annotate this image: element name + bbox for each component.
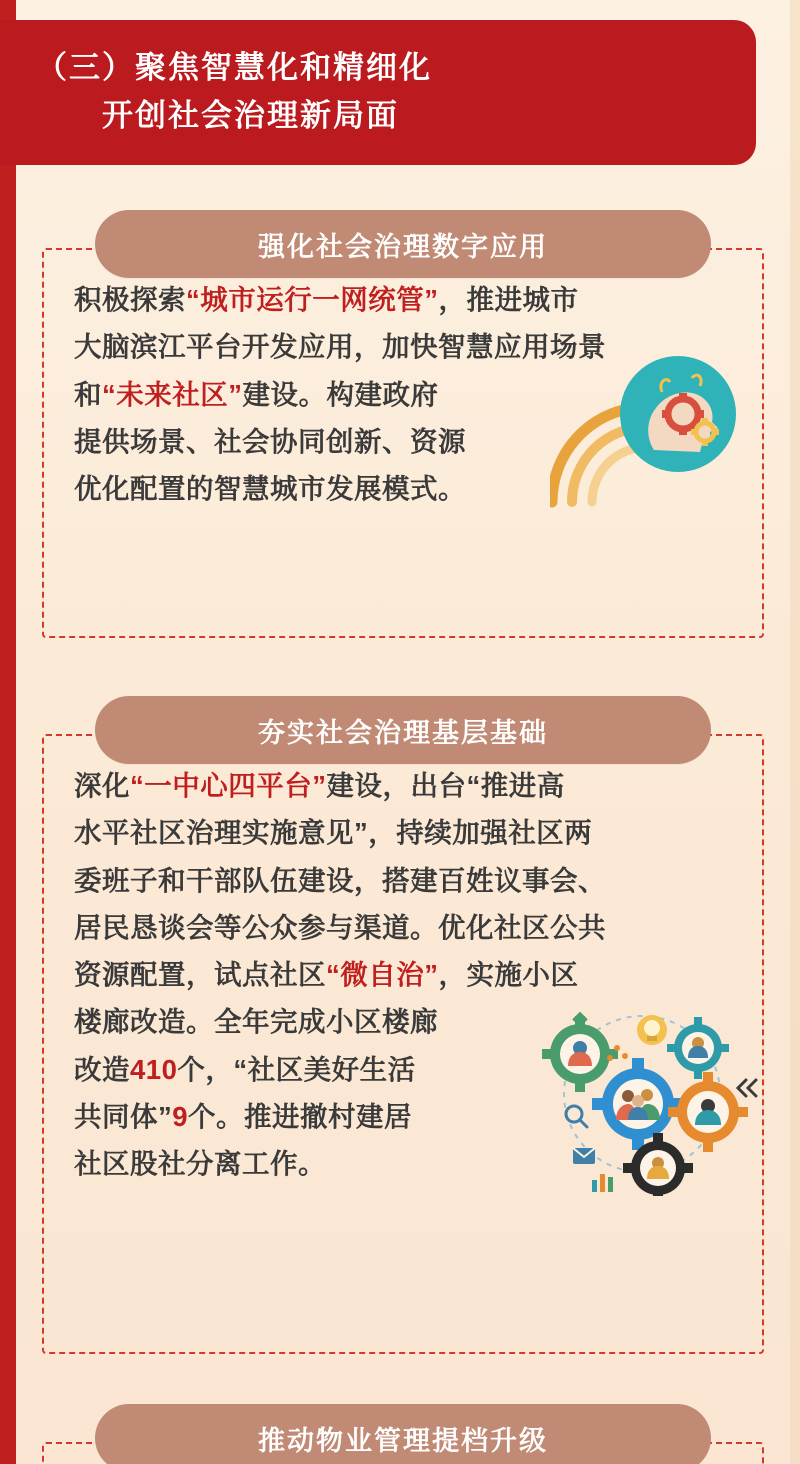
section-title-pill: 推动物业管理提档升级 bbox=[95, 1404, 711, 1464]
text-line: 资源配置，试点社区“微自治”，实施小区 bbox=[74, 959, 579, 991]
text-line: 委班子和干部队伍建设，搭建百姓议事会、 bbox=[74, 864, 606, 896]
section-title-pill: 强化社会治理数字应用 bbox=[95, 210, 711, 278]
text-line: 水平社区治理实施意见”，持续加强社区两 bbox=[74, 817, 593, 849]
section-grassroots-foundation bbox=[42, 696, 764, 1214]
text-line: 提供场景、社会协同创新、资源 bbox=[74, 425, 466, 457]
section-title-pill: 夯实社会治理基层基础 bbox=[95, 696, 711, 764]
text-line: 改造410个，“社区美好生活 bbox=[74, 1053, 416, 1085]
header-title-line-2: 开创社会治理新局面 bbox=[102, 98, 399, 134]
section-body-text bbox=[42, 696, 764, 1214]
text-line: 和“未来社区”建设。构建政府 bbox=[74, 378, 439, 410]
text-line: 共同体”9个。推进撤村建居 bbox=[74, 1101, 413, 1133]
right-edge-strip bbox=[790, 0, 800, 1464]
left-red-edge-strip bbox=[0, 0, 16, 1464]
text-line: 深化“一中心四平台”建设，出台“推进高 bbox=[74, 770, 565, 801]
text-line: 优化配置的智慧城市发展模式。 bbox=[74, 473, 466, 505]
text-line: 积极探索“城市运行一网统管”，推进城市 bbox=[74, 284, 579, 315]
header-title-line-1: （三）聚焦智慧化和精细化 bbox=[36, 50, 432, 85]
text-line: 社区股社分离工作。 bbox=[74, 1148, 326, 1180]
section-digital-application bbox=[42, 210, 764, 538]
text-line: 大脑滨江平台开发应用，加快智慧应用场景 bbox=[74, 331, 606, 363]
text-line: 楼廊改造。全年完成小区楼廊 bbox=[74, 1006, 438, 1038]
header-banner bbox=[0, 20, 756, 165]
text-line: 居民恳谈会等公众参与渠道。优化社区公共 bbox=[74, 911, 606, 943]
